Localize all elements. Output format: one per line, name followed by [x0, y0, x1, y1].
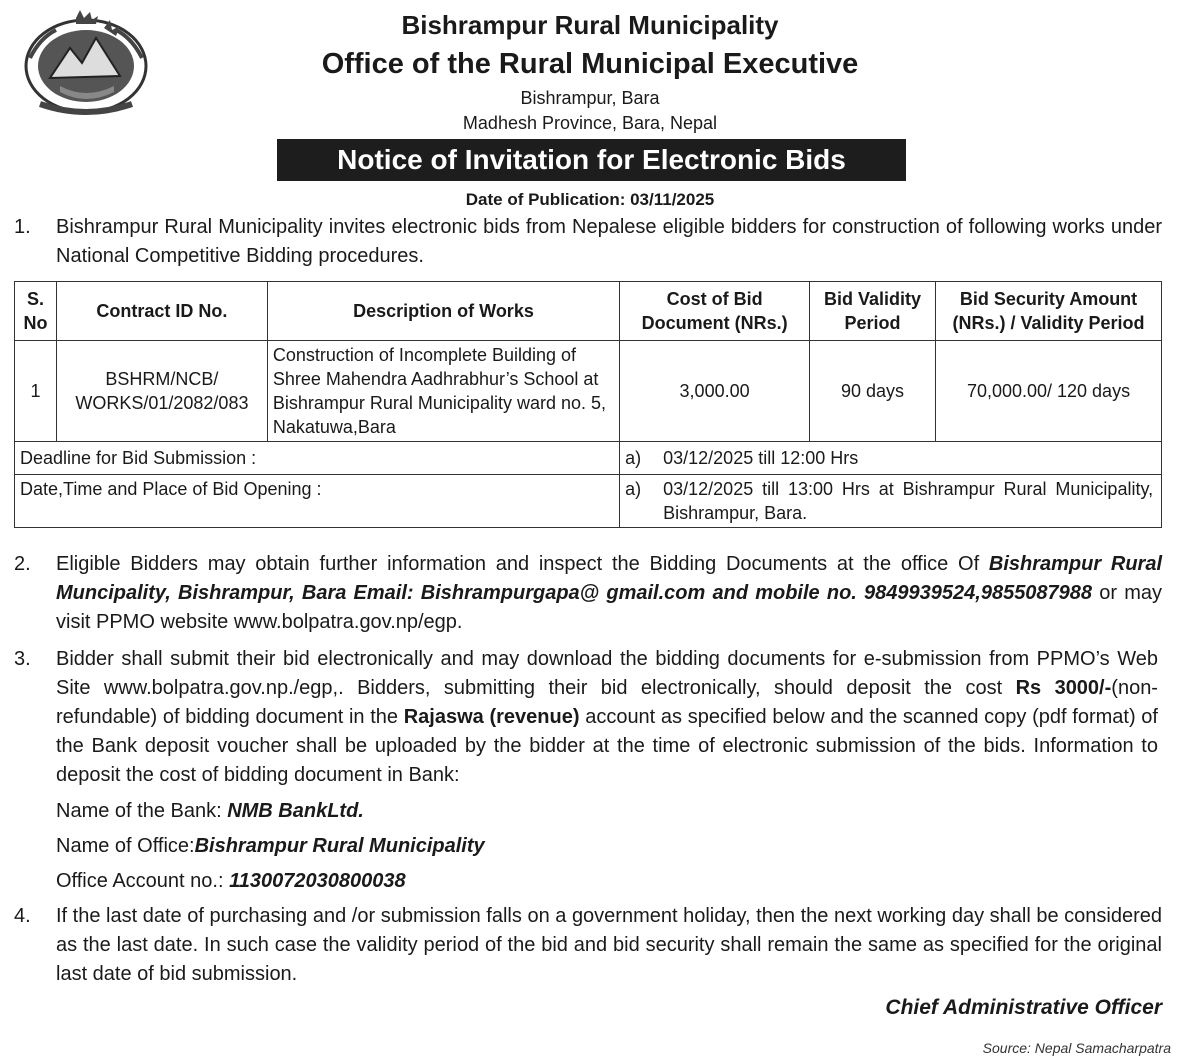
para-3-number: 3. — [14, 648, 31, 670]
cell-security: 70,000.00/ 120 days — [936, 341, 1162, 442]
header-validity: Bid Validity Period — [810, 282, 936, 341]
office-name-line — [56, 835, 485, 858]
deadline-row — [15, 442, 1162, 475]
para-1-text: Bishrampur Rural Municipality invites electronic bids from Nepalese eligible bidders for construction of following works under National Competitive Bidding procedures. — [56, 216, 1162, 267]
cell-sno: 1 — [15, 341, 57, 442]
para-2-website: or may visit PPMO website www.bolpatra.gov.np/egp. — [56, 582, 1163, 633]
cell-contract-id: BSHRM/NCB/ WORKS/01/2082/083 — [56, 341, 267, 442]
address-line-1: Bishrampur, Bara — [520, 88, 660, 108]
para-3-intro: Bidder shall submit their bid electronically and may download the bidding documents for e-submission from PPMO’s Web Site www.bolpatra.gov.np./egp,. Bidders, submitting their bid electronically, should deposit the cost — [56, 648, 1158, 699]
para-2-text — [56, 550, 1162, 637]
opening-value: 03/12/2025 till 13:00 Hrs at Bishrampur Rural Municipality, Bishrampur, Bara. — [663, 479, 1154, 523]
para-4-text: If the last date of purchasing and /or submission falls on a government holiday, then the next working day shall be considered as the last date. In such case the validity period of the bid and bid security shall remain the same as specified for the original last date of bid submission. — [56, 905, 1162, 985]
office-name-label: Name of Office: — [56, 835, 195, 857]
para-3-account-type: Rajaswa (revenue) — [403, 706, 580, 728]
para-3-mid: (non-refundable) of bidding document in the — [56, 677, 1158, 728]
para-4-number: 4. — [14, 905, 31, 927]
cell-description: Construction of Incomplete Building of Shree Mahendra Aadhrabhur’s School at Bishrampur Rural Municipality ward no. 5, Nakatuwa,Bara — [267, 341, 619, 442]
office-name-value: Bishrampur Rural Municipality — [194, 835, 485, 857]
para-2-contact: Bishrampur Rural Muncipality, Bishrampur, Bara Email: Bishrampurgapa@ gmail.com and mobile no. 9849939524,9855087988 — [56, 553, 1163, 604]
opening-marker: a) — [625, 479, 642, 499]
deadline-cell — [620, 442, 1162, 475]
para-1-number: 1. — [14, 216, 31, 238]
opening-label: Date,Time and Place of Bid Opening : — [15, 475, 620, 528]
para-3-rest: account as specified below and the scanned copy (pdf format) of the Bank deposit voucher shall be uploaded by the bidder at the time of electronic submission of the bids. Information to deposit the cost of bidding document in Bank: — [56, 706, 1158, 786]
account-value: 1130072030800038 — [229, 870, 406, 892]
opening-row — [15, 475, 1162, 528]
header-cost: Cost of Bid Document (NRs.) — [620, 282, 810, 341]
bids-table — [14, 281, 1162, 528]
deadline-marker: a) — [625, 448, 642, 468]
signature: Chief Administrative Officer — [885, 996, 1162, 1019]
deadline-value: 03/12/2025 till 12:00 Hrs — [663, 448, 859, 468]
address-line-2: Madhesh Province, Bara, Nepal — [462, 113, 718, 133]
municipality-name: Bishrampur Rural Municipality — [401, 10, 779, 40]
office-name: Office of the Rural Municipal Executive — [321, 48, 859, 80]
source-credit: Source: Nepal Samacharpatra — [982, 1040, 1171, 1056]
header-description: Description of Works — [267, 282, 619, 341]
table-row — [15, 341, 1162, 442]
cell-cost: 3,000.00 — [620, 341, 810, 442]
bank-name-label: Name of the Bank: — [56, 800, 228, 822]
account-label: Office Account no.: — [56, 870, 230, 892]
opening-cell — [620, 475, 1162, 528]
deadline-label: Deadline for Bid Submission : — [15, 442, 620, 475]
nepal-government-emblem-icon — [20, 8, 152, 120]
cell-validity: 90 days — [810, 341, 936, 442]
bank-name-value: NMB BankLtd. — [227, 800, 364, 822]
para-2-number: 2. — [14, 553, 31, 575]
bank-name-line — [56, 800, 364, 823]
account-line — [56, 870, 406, 893]
header-contract-id: Contract ID No. — [56, 282, 267, 341]
notice-title: Notice of Invitation for Electronic Bids — [277, 139, 906, 181]
para-3-fee: Rs 3000/- — [1015, 677, 1112, 699]
para-2-intro: Eligible Bidders may obtain further information and inspect the Bidding Documents at the office Of — [56, 553, 989, 575]
publication-date: Date of Publication: 03/11/2025 — [465, 190, 715, 209]
header-security: Bid Security Amount (NRs.) / Validity Period — [936, 282, 1162, 341]
table-header-row — [15, 282, 1162, 341]
para-3-text — [56, 645, 1158, 790]
header-sno: S. No — [15, 282, 57, 341]
